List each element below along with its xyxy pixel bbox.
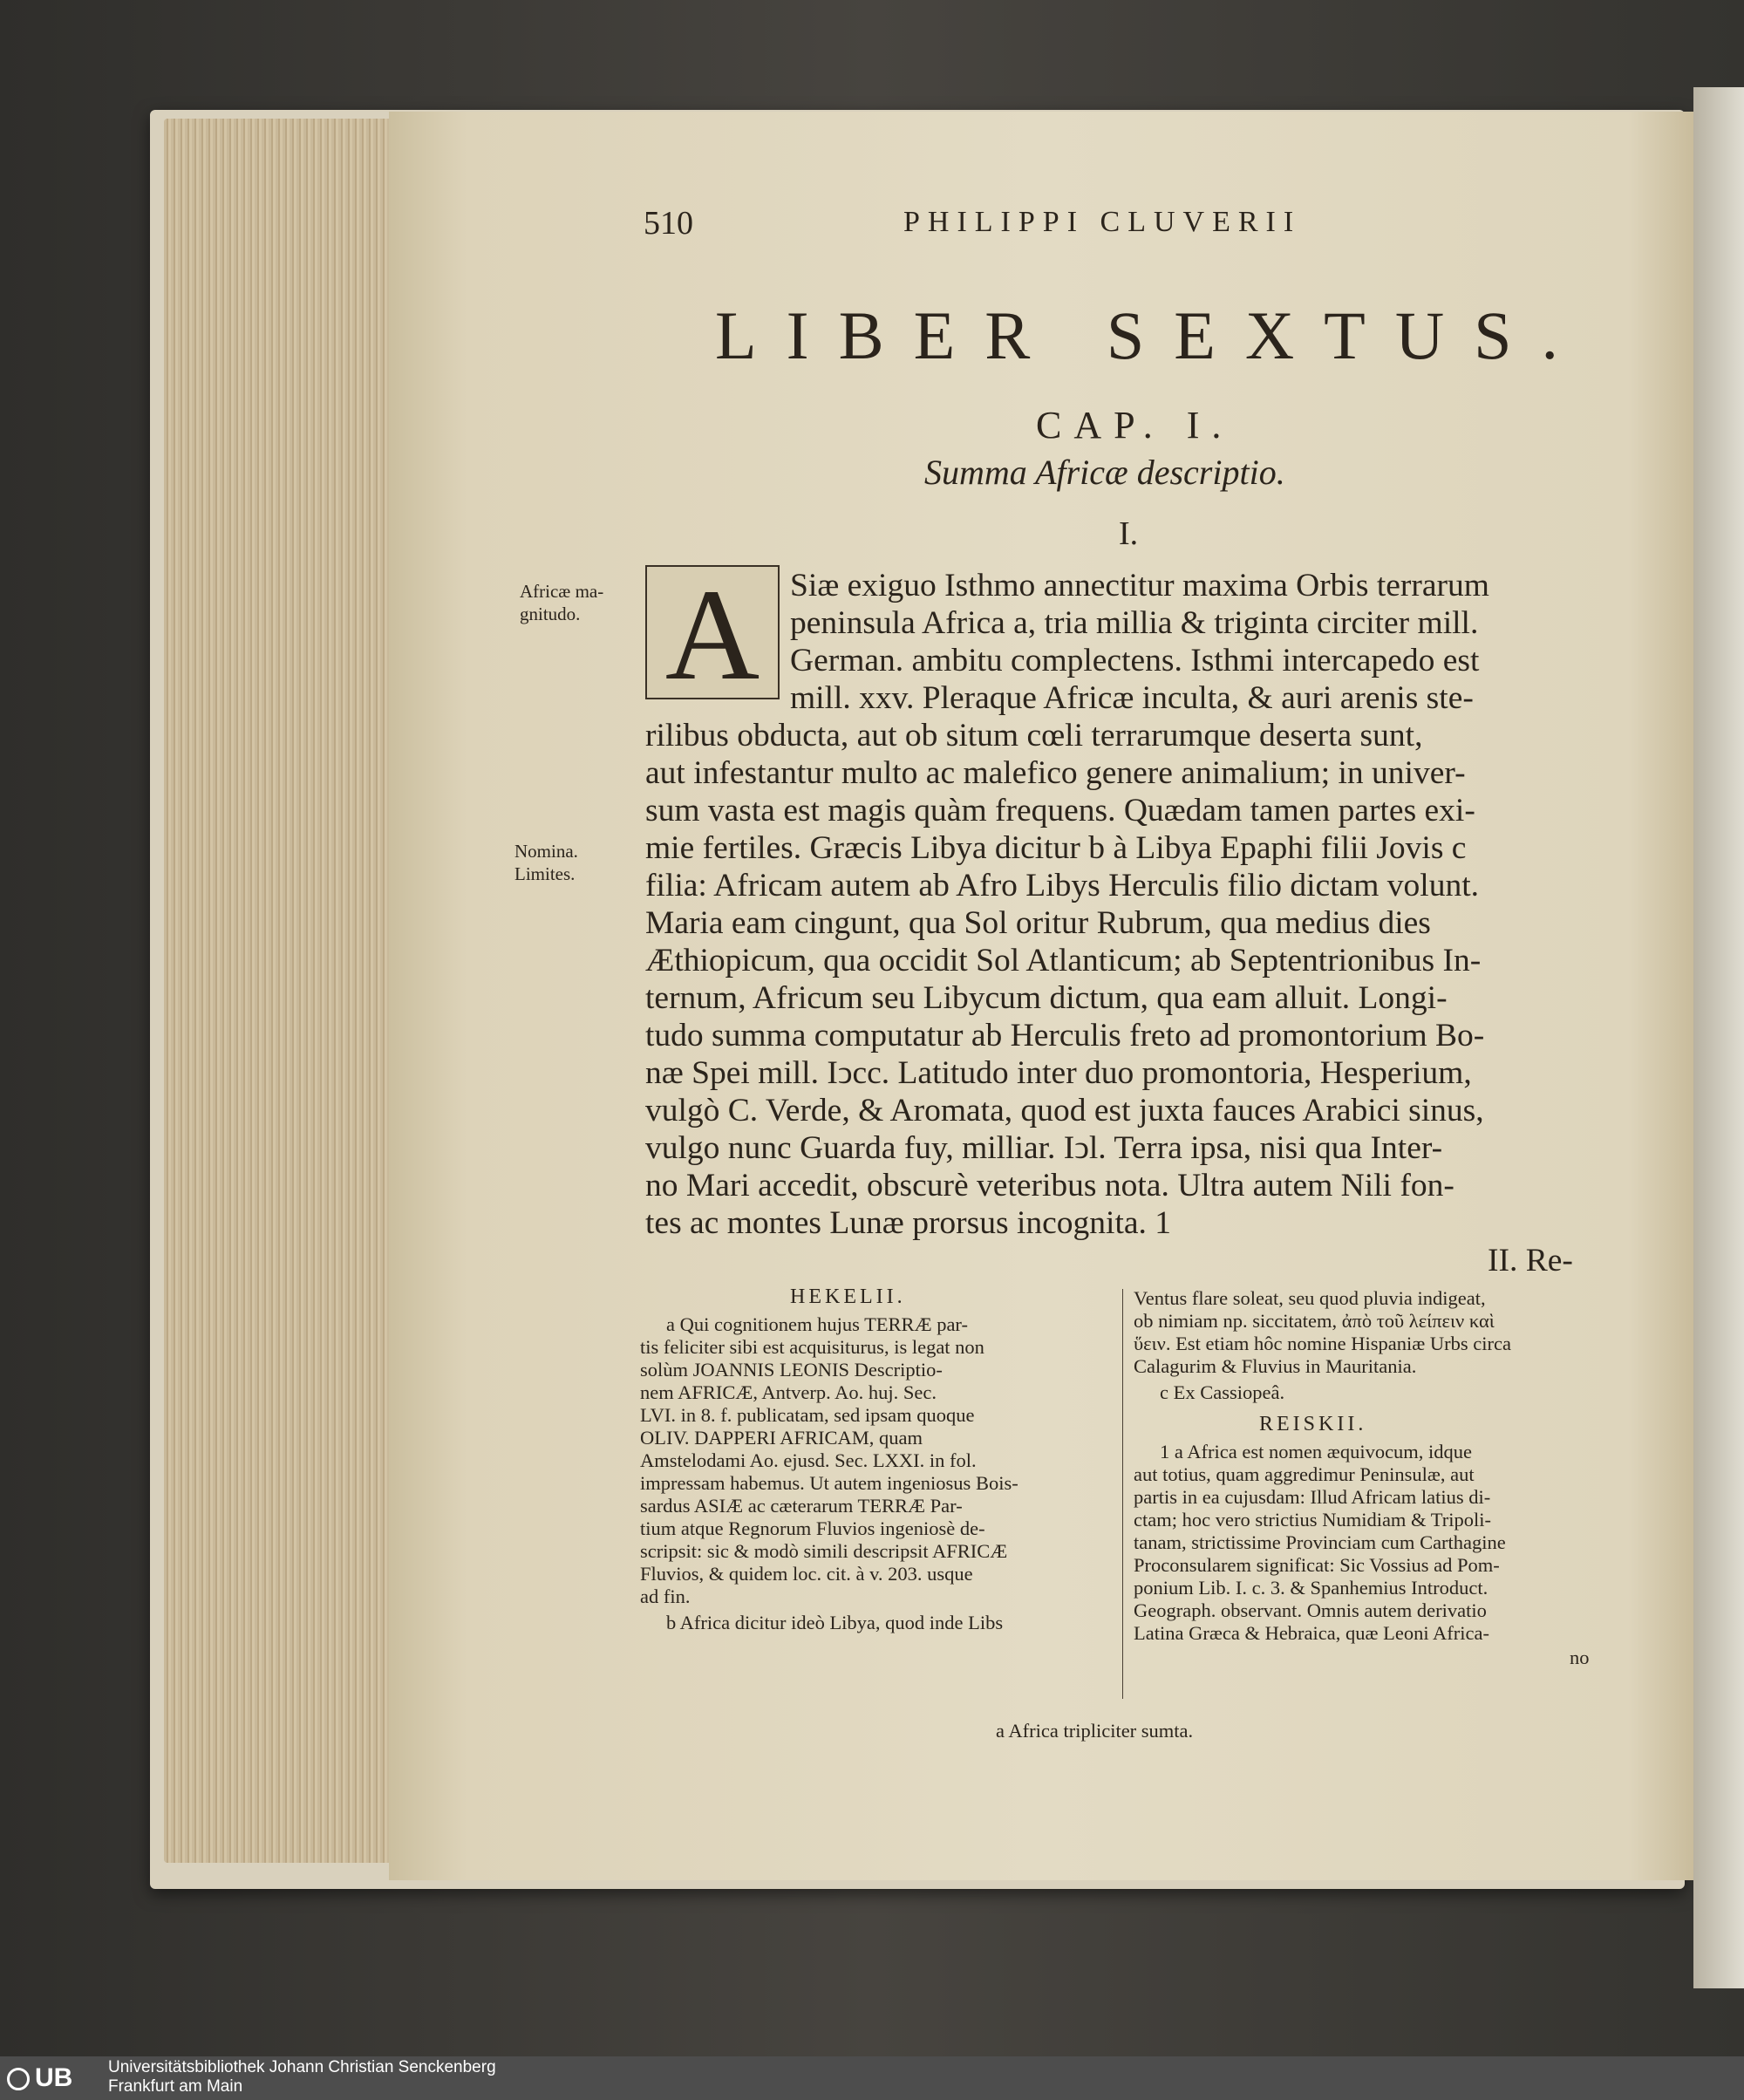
text-line: Maria eam cingunt, qua Sol oritur Rubrum, qua medius dies bbox=[645, 905, 1431, 941]
note-line: LVI. in 8. f. publicatam, sed ipsam quoque bbox=[640, 1404, 975, 1426]
text-line: aut infestantur multo ac malefico genere animalium; in univer- bbox=[645, 755, 1466, 791]
note-catchword: no bbox=[1570, 1647, 1590, 1668]
note-line: Ventus flare soleat, seu quod pluvia indigeat, bbox=[1134, 1287, 1486, 1309]
catchword: II. Re- bbox=[1488, 1243, 1573, 1278]
note-line: nem AFRICÆ, Antverp. Ao. huj. Sec. bbox=[640, 1381, 937, 1403]
text-line: rilibus obducta, aut ob situm cœli terrarumque deserta sunt, bbox=[645, 718, 1423, 753]
notes-heading-reiskii: REISKII. bbox=[1259, 1413, 1367, 1435]
note-line: solùm JOANNIS LEONIS Descriptio- bbox=[640, 1359, 943, 1381]
note-line: Amstelodami Ao. ejusd. Sec. LXXI. in fol. bbox=[640, 1449, 977, 1471]
note-line: ctam; hoc vero strictius Numidiam & Tripoli- bbox=[1134, 1509, 1491, 1531]
text-line: næ Spei mill. Iↄcc. Latitudo inter duo promontoria, Hesperium, bbox=[645, 1055, 1472, 1091]
signature-line: a Africa tripliciter sumta. bbox=[996, 1720, 1194, 1742]
note-line: OLIV. DAPPERI AFRICAM, quam bbox=[640, 1427, 923, 1449]
text-line: tudo summa computatur ab Herculis freto ad promontorium Bo- bbox=[645, 1018, 1485, 1053]
page-edges bbox=[164, 119, 398, 1863]
margin-note: Limites. bbox=[514, 863, 576, 884]
note-line: aut totius, quam aggredimur Peninsulæ, aut bbox=[1134, 1463, 1475, 1485]
note-line: impressam habemus. Ut autem ingeniosus Bois- bbox=[640, 1472, 1018, 1494]
text-line: tes ac montes Lunæ prorsus incognita. 1 bbox=[645, 1205, 1172, 1241]
text-line: mill. xxv. Pleraque Africæ inculta, & auri arenis ste- bbox=[790, 680, 1474, 716]
note-line: scripsit: sic & modò simili descripsit AFRICÆ bbox=[640, 1540, 1008, 1562]
note-line: tis feliciter sibi est acquisiturus, is legat non bbox=[640, 1336, 984, 1358]
chapter-heading: CAP. I. bbox=[1036, 404, 1234, 447]
initial-letter: A bbox=[664, 562, 760, 707]
margin-note: Nomina. bbox=[514, 841, 578, 862]
margin-note: gnitudo. bbox=[520, 603, 581, 624]
text-line: peninsula Africa a, tria millia & triginta circiter mill. bbox=[790, 605, 1479, 641]
column-rule bbox=[1122, 1289, 1123, 1699]
note-line: b Africa dicitur ideò Libya, quod inde Libs bbox=[666, 1612, 1004, 1633]
note-line: ponium Lib. I. c. 3. & Spanhemius Introduct. bbox=[1134, 1577, 1489, 1599]
text-line: vulgò C. Verde, & Aromata, quod est juxta fauces Arabici sinus, bbox=[645, 1093, 1484, 1128]
note-line: Proconsularem significat: Sic Vossius ad Pom- bbox=[1134, 1554, 1500, 1576]
page-number: 510 bbox=[644, 205, 693, 242]
book-title: LIBER SEXTUS. bbox=[715, 297, 1589, 373]
margin-note: Africæ ma- bbox=[520, 581, 604, 602]
logo-circle-icon bbox=[7, 2068, 30, 2090]
note-line: tanam, strictissime Provinciam cum Carthagine bbox=[1134, 1531, 1506, 1553]
note-line: ob nimiam np. siccitatem, ἀπὸ τοῦ λείπειν καὶ bbox=[1134, 1310, 1495, 1332]
institution-name bbox=[108, 2058, 496, 2097]
text-line: German. ambitu complectens. Isthmi intercapedo est bbox=[790, 643, 1480, 678]
text-line: mie fertiles. Græcis Libya dicitur b à Libya Epaphi filii Jovis c bbox=[645, 830, 1467, 866]
logo-text: UB bbox=[35, 2063, 73, 2092]
chapter-subtitle: Summa Africæ descriptio. bbox=[924, 453, 1285, 492]
text-line: ternum, Africum seu Libycum dictum, qua eam alluit. Longi- bbox=[645, 980, 1448, 1016]
notes-heading-hekelii: HEKELII. bbox=[790, 1285, 906, 1308]
note-line: Fluvios, & quidem loc. cit. à v. 203. usque bbox=[640, 1563, 973, 1585]
running-head: PHILIPPI CLUVERII bbox=[903, 206, 1302, 238]
note-line: c Ex Cassiopeâ. bbox=[1160, 1381, 1285, 1403]
note-line: a Qui cognitionem hujus TERRÆ par- bbox=[666, 1313, 968, 1335]
text-line: no Mari accedit, obscurè veteribus nota. Ultra autem Nili fon- bbox=[645, 1168, 1454, 1203]
text-line: filia: Africam autem ab Afro Libys Herculis filio dictam volunt. bbox=[645, 868, 1480, 903]
library-logo bbox=[7, 2062, 103, 2095]
note-line: Calagurim & Fluvius in Mauritania. bbox=[1134, 1355, 1417, 1377]
section-number: I. bbox=[1119, 515, 1139, 552]
institution-line: Universitätsbibliothek Johann Christian Senckenberg bbox=[108, 2058, 496, 2076]
note-line: sardus ASIÆ ac cæterarum TERRÆ Par- bbox=[640, 1495, 963, 1517]
note-line: ad fin. bbox=[640, 1585, 691, 1607]
text-line: Æthiopicum, qua occidit Sol Atlanticum; ab Septentrionibus In- bbox=[645, 943, 1482, 978]
institution-line: Frankfurt am Main bbox=[108, 2077, 243, 2096]
text-line: vulgo nunc Guarda fuy, milliar. Iↄl. Terra ipsa, nisi qua Inter- bbox=[645, 1130, 1443, 1166]
note-line: 1 a Africa est nomen æquivocum, idque bbox=[1160, 1441, 1473, 1462]
note-line: tium atque Regnorum Fluvios ingeniosè de- bbox=[640, 1517, 985, 1539]
note-line: partis in ea cujusdam: Illud Africam latius di- bbox=[1134, 1486, 1491, 1508]
note-line: Geograph. observant. Omnis autem derivatio bbox=[1134, 1599, 1487, 1621]
decorated-initial bbox=[645, 562, 780, 707]
note-line: ὕειν. Est etiam hôc nomine Hispaniæ Urbs circa bbox=[1134, 1333, 1511, 1354]
facing-page-edge bbox=[1693, 87, 1744, 1988]
note-line: Latina Græca & Hebraica, quæ Leoni Africa- bbox=[1134, 1622, 1489, 1644]
text-line: sum vasta est magis quàm frequens. Quædam tamen partes exi- bbox=[645, 793, 1475, 828]
text-line: Siæ exiguo Isthmo annectitur maxima Orbis terrarum bbox=[790, 568, 1489, 603]
